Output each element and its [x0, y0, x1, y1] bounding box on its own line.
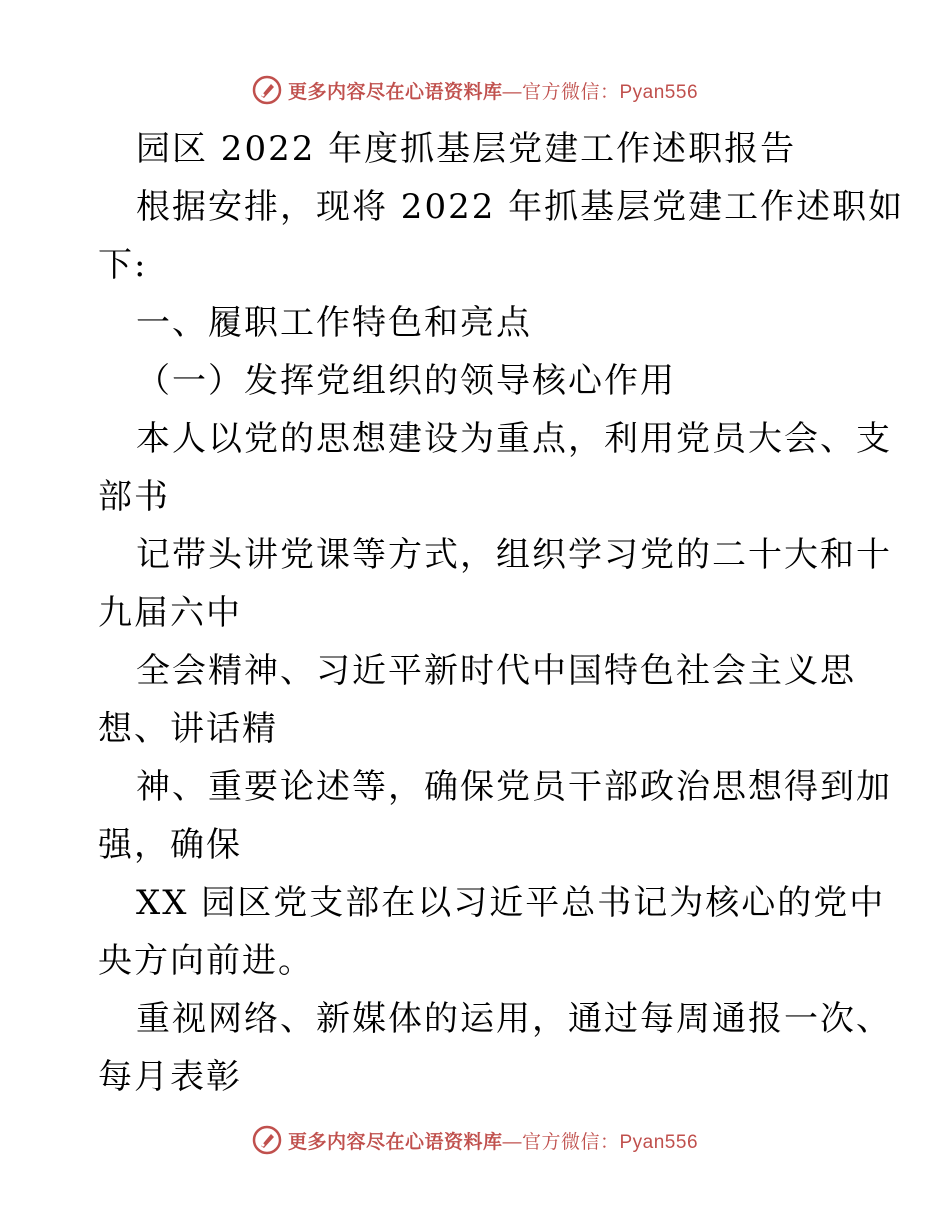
document-body	[98, 120, 905, 1106]
paragraph-line: 记带头讲党课等方式，组织学习党的二十大和十	[136, 535, 892, 575]
paragraph-line: 下:	[98, 245, 148, 285]
watermark-header	[0, 70, 950, 110]
paragraph-line: 根据安排，现将 2022 年抓基层党建工作述职如	[136, 187, 905, 227]
document-title: 园区 2022 年度抓基层党建工作述职报告	[136, 129, 797, 169]
pen-nib-logo-icon	[252, 1125, 282, 1155]
paragraph-line: XX 园区党支部在以习近平总书记为核心的党中	[136, 883, 886, 923]
paragraph-line: 九届六中	[98, 593, 242, 633]
section-heading: 一、履职工作特色和亮点	[136, 303, 532, 343]
watermark-brand: 更多内容尽在心语资料库	[287, 80, 503, 103]
paragraph-line: 部书	[98, 477, 170, 517]
pen-nib-logo-icon	[252, 75, 282, 105]
watermark-brand: 更多内容尽在心语资料库	[287, 1130, 503, 1153]
paragraph-line: 央方向前进。	[98, 941, 314, 981]
paragraph-line: 重视网络、新媒体的运用，通过每周通报一次、	[136, 999, 892, 1039]
paragraph-line: 想、讲话精	[98, 709, 278, 749]
watermark-contact: —官方微信：Pyan556	[502, 1131, 699, 1153]
subsection-heading: （一）发挥党组织的领导核心作用	[136, 361, 676, 401]
paragraph-line: 神、重要论述等，确保党员干部政治思想得到加	[136, 767, 892, 807]
paragraph-line: 强，确保	[98, 825, 242, 865]
watermark-footer	[0, 1120, 950, 1160]
watermark-contact: —官方微信：Pyan556	[502, 81, 699, 103]
paragraph-line: 全会精神、习近平新时代中国特色社会主义思	[136, 651, 856, 691]
paragraph-line: 每月表彰	[98, 1057, 242, 1097]
paragraph-line: 本人以党的思想建设为重点，利用党员大会、支	[136, 419, 892, 459]
